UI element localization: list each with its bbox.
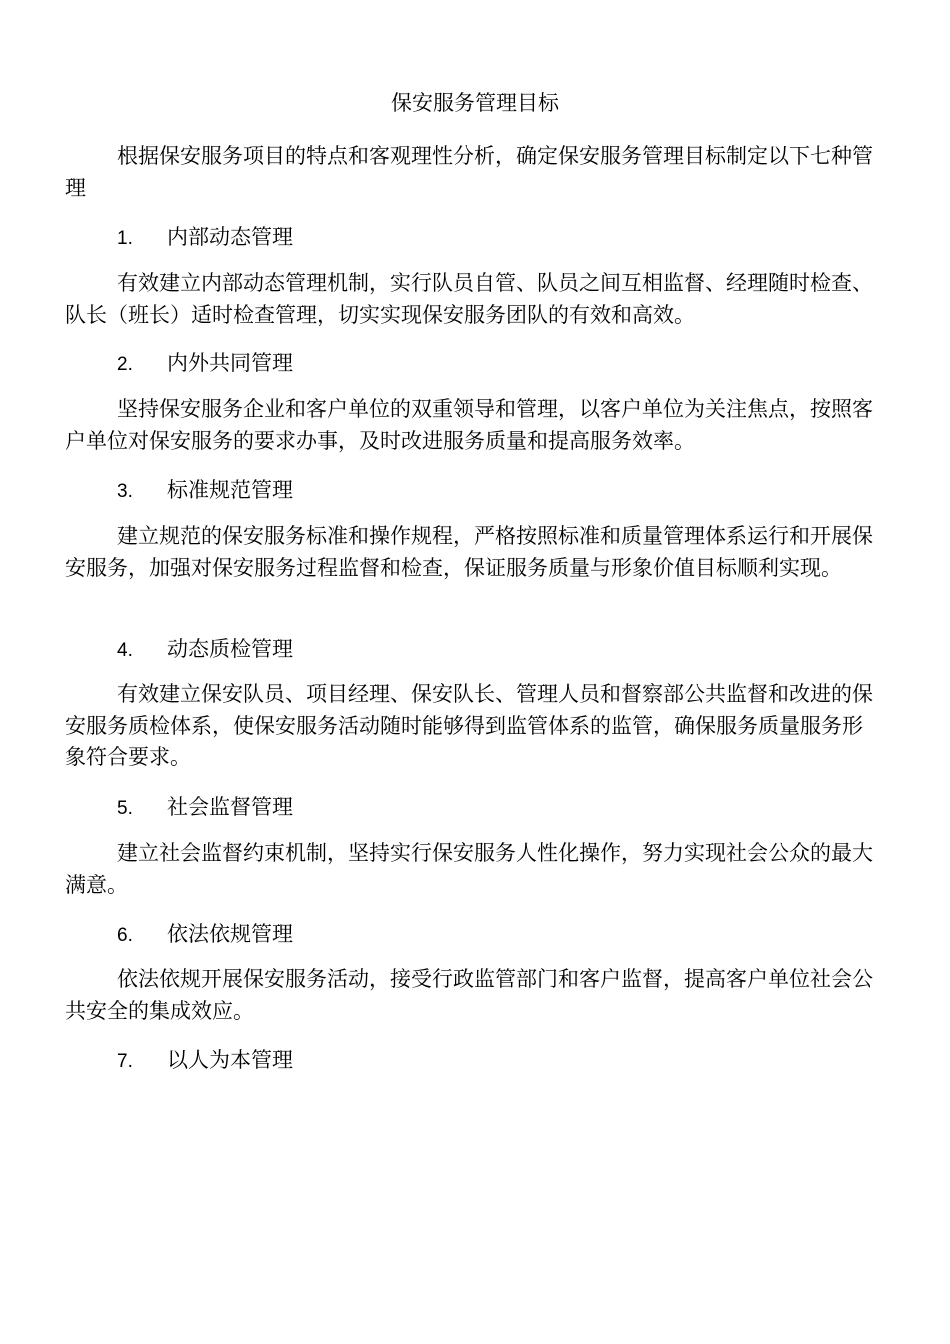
section-heading-1 [117,222,293,254]
section-title: 内部动态管理 [167,225,293,249]
section-body-2: 坚持保安服务企业和客户单位的双重领导和管理，以客户单位为关注焦点，按照客户单位对保安服务的要求办事，及时改进服务质量和提高服务效率。 [65,397,873,453]
section-number: 3. [117,481,133,502]
section-number: 1. [117,228,133,249]
section-heading-6 [117,919,293,951]
section-body-6: 依法依规开展保安服务活动，接受行政监管部门和客户监督，提高客户单位社会公共安全的集成效应。 [65,967,873,1023]
section-title: 标准规范管理 [167,478,293,502]
section-heading-7 [117,1045,293,1077]
document-title: 保安服务管理目标 [391,91,559,115]
section-title: 动态质检管理 [167,637,293,661]
section-number: 4. [117,640,133,661]
section-title: 内外共同管理 [167,351,293,375]
section-number: 6. [117,925,133,946]
section-body-5: 建立社会监督约束机制，坚持实行保安服务人性化操作，努力实现社会公众的最大满意。 [65,841,873,897]
section-heading-4 [117,634,293,666]
section-heading-5 [117,792,293,824]
section-body-1: 有效建立内部动态管理机制，实行队员自管、队员之间互相监督、经理随时检查、队长（班长）适时检查管理，切实实现保安服务团队的有效和高效。 [65,271,873,327]
section-number: 7. [117,1051,133,1072]
intro-paragraph: 根据保安服务项目的特点和客观理性分析，确定保安服务管理目标制定以下七种管理 [65,144,873,200]
section-title: 以人为本管理 [167,1048,293,1072]
section-body-4: 有效建立保安队员、项目经理、保安队长、管理人员和督察部公共监督和改进的保安服务质检体系，使保安服务活动随时能够得到监管体系的监管，确保服务质量服务形象符合要求。 [65,682,873,769]
section-heading-3 [117,475,293,507]
section-title: 依法依规管理 [167,922,293,946]
section-number: 2. [117,354,133,375]
section-heading-2 [117,348,293,380]
section-title: 社会监督管理 [167,795,293,819]
section-body-3: 建立规范的保安服务标准和操作规程，严格按照标准和质量管理体系运行和开展保安服务，加强对保安服务过程监督和检查，保证服务质量与形象价值目标顺利实现。 [65,524,873,580]
section-number: 5. [117,798,133,819]
